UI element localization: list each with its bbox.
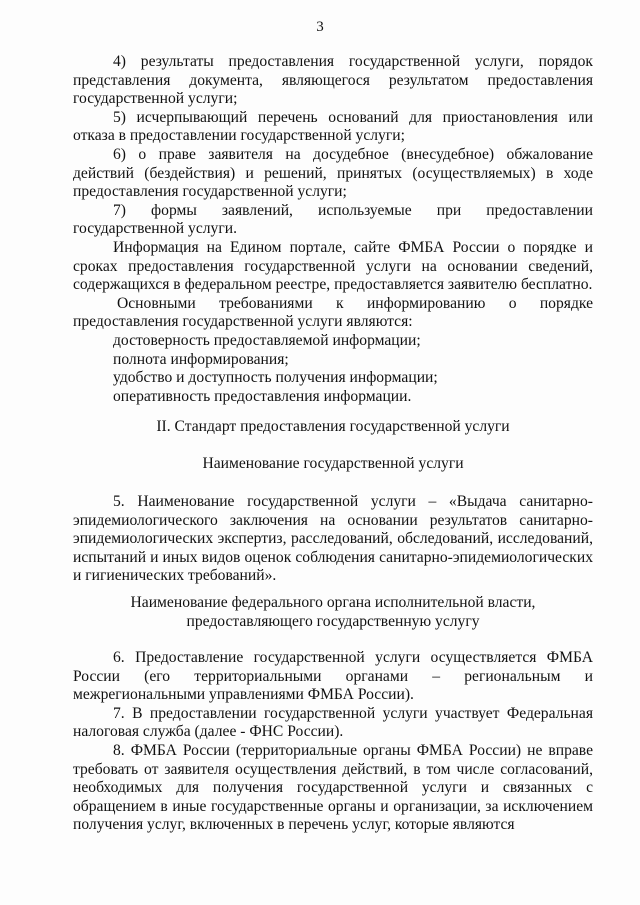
paragraph-item-6: 6) о праве заявителя на досудебное (внесудебное) обжалование действий (бездействия) и решений, принятых (осуществляемых) в ходе предоставления государственной услуги; [73,145,593,201]
paragraph-8: 8. ФМБА России (территориальные органы ФМБА России) не вправе требовать от заявителя осуществления действий, в том числе согласований, необходимых для получения государственной услуги и связанных с обращением в иные государственные органы и организации, за исключением получения услуг, включенных в перечень услуг, которые являются [73,741,593,834]
requirement-item: достоверность предоставляемой информации; [113,331,421,349]
paragraph-requirements-intro: Основными требованиями к информированию о порядке предоставления государственной услуги являются: [73,294,593,331]
subheading-authority [73,594,593,631]
page-number: 3 [316,19,324,35]
requirement-item: полнота информирования; [113,350,289,368]
paragraphs-6-8 [73,649,593,835]
requirement-item: удобство и доступность получения информации; [113,369,438,387]
paragraph-6: 6. Предоставление государственной услуги осуществляется ФМБА России (его территориальными органами – региональным и межрегиональными управлениями ФМБА России). [73,649,593,704]
info-section [73,53,593,406]
subheading-line-2: предоставляющего государственную услугу [186,612,480,630]
section-title: II. Стандарт предоставления государственной услуги [156,418,510,435]
paragraph-info-portal: Информация на Едином портале, сайте ФМБА России о порядке и сроках предоставления государственной услуги на основании сведений, содержащихся в федеральном реестре, предоставляется заявителю бесплатно. [73,238,593,294]
subheading-service-name [73,455,593,474]
paragraph-item-7: 7) формы заявлений, используемые при предоставлении государственной услуги. [73,201,593,238]
paragraph-7: 7. В предоставлении государственной услуги участвует Федеральная налоговая служба (далее - ФНС России). [73,704,593,741]
paragraph-5: 5. Наименование государственной услуги – «Выдача санитарно-эпидемиологического заключения на основании результатов санитарно-эпидемиологических экспертиз, расследований, обследований, исследований, испытаний и иных видов оценок соблюдения санитарно-эпидемиологических и гигиенических требований». [73,493,593,585]
requirement-item: оперативность предоставления информации. [113,387,412,405]
subheading-text: Наименование государственной услуги [202,455,464,472]
section-heading [73,418,593,437]
paragraph-item-5: 5) исчерпывающий перечень оснований для приостановления или отказа в предоставлении государственной услуги; [73,108,593,145]
subheading-line-1: Наименование федерального органа исполнительной власти, [130,594,536,611]
paragraph-item-4: 4) результаты предоставления государственной услуги, порядок представления документа, являющегося результатом предоставления государственной услуги; [73,53,593,108]
paragraph-5-block [73,493,593,586]
